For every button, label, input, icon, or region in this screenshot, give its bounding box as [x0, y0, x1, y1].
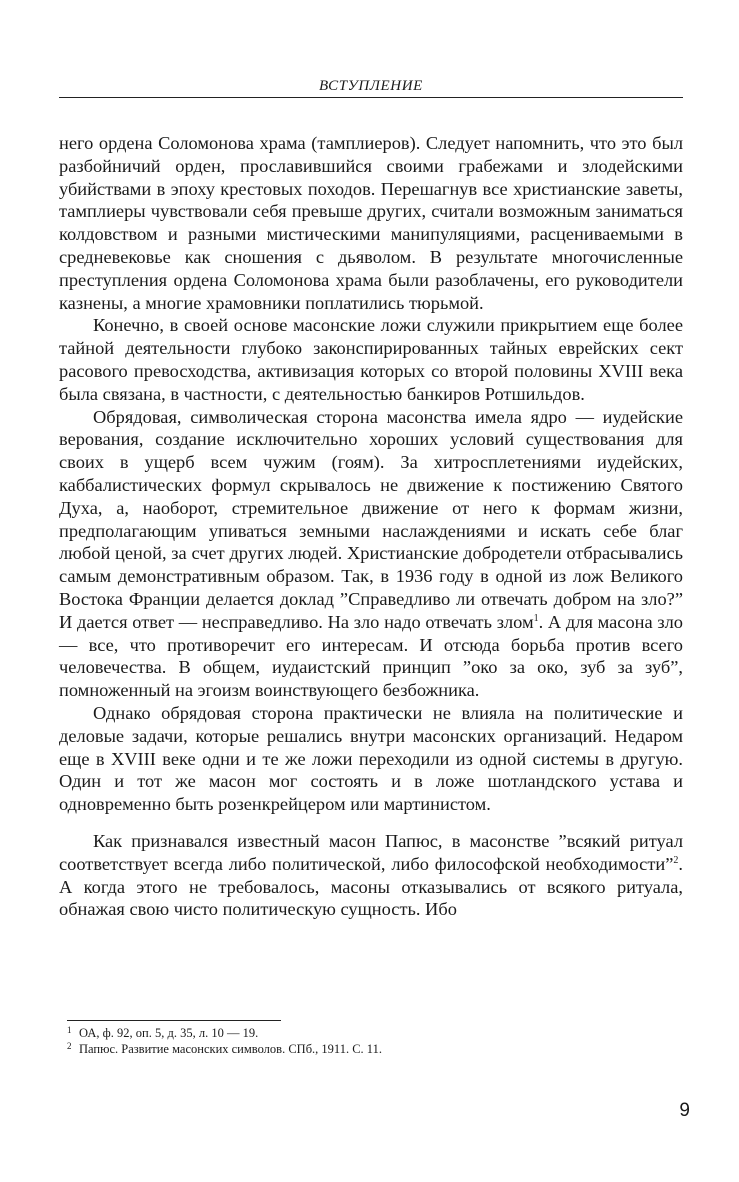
paragraph-1: него ордена Соломонова храма (тамплиеров). Следует напомнить, что это был разбойничий орден, прославившийся своими грабежами и злодейскими убийствами в эпоху крестовых походов. Перешагнув все христианские заветы, тамплиеры чувствовали себя превыше других, считали возможным заниматься колдовством и разными мистическими манипуляциями, расцениваемыми в средневековье как сношения с дьяволом. В результате многочисленные преступления ордена Соломонова храма были разоблачены, его руководители казнены, а многие храмовники поплатились тюрьмой.	[59, 133, 683, 313]
footnote-2	[67, 1041, 667, 1057]
footnote-text-1: ОА, ф. 92, оп. 5, д. 35, л. 10 — 19.	[79, 1026, 259, 1040]
paragraph-2	[59, 314, 683, 405]
running-title: ВСТУПЛЕНИЕ	[319, 78, 423, 94]
footnote-mark-2: 2	[67, 1041, 72, 1051]
body-text	[59, 132, 683, 921]
footnote-1	[67, 1025, 667, 1041]
paragraph-3-text-a: Обрядовая, символическая сторона масонства имела ядро — иудейские верования, создание исключительно хороших условий существования для своих в ущерб всем чужим (гоям). За хитросплетениями иудейских, каббалистических формул скрывалось не движение к постижению Святого Духа, а, наоборот, стремительное движение от него к формам жизни, предполагающим упиваться земными наслаждениями и искать себе благ любой ценой, за счет других людей. Христианские добродетели отбрасывались самым демонстративным образом. Так, в 1936 году в одной из лож Великого Востока Франции делается доклад ”Справедливо ли отвечать добром на зло?” И дается ответ — несправедливо. На зло надо отвечать злом	[59, 406, 683, 632]
paragraph-4: Однако обрядовая сторона практически не влияла на политические и деловые задачи, которые решались внутри масонских организаций. Недаром еще в XVIII веке одни и те же ложи переходили из одной системы в другую. Один и тот же масон мог состоять и в ложе шотландского устава и одновременно быть розенкрейцером или мартинистом.	[59, 702, 683, 815]
paragraph-3	[59, 406, 683, 702]
page-number: 9	[679, 1100, 690, 1121]
paragraph-5	[59, 830, 683, 921]
paragraph-2-text: Конечно, в своей основе масонские ложи служили прикрытием еще более тайной деятельности глубоко законспирированных тайных еврейских сект расового превосходства, активизация которых со второй половины XVIII века была связана, в частности, с деятельностью банкиров Ротшильдов.	[59, 315, 683, 404]
paragraph-5-text-b: . А когда этого не требовалось, масоны отказывались от всякого ритуала, обнажая свою чисто политическую сущность. Ибо	[59, 853, 683, 920]
header-rule	[59, 97, 683, 98]
footnotes	[67, 1025, 667, 1057]
footnote-text-2: Папюс. Развитие масонских символов. СПб., 1911. С. 11.	[79, 1042, 382, 1056]
footnote-ref-1: 1	[533, 612, 539, 624]
paragraph-3-text-b: . А для масона зло — все, что противоречит его интересам. И отсюда борьба против всего человечества. В общем, иудаистский принцип ”око за око, зуб за зуб”, помноженный на эгоизм воинствующего безбожника.	[59, 611, 684, 701]
footnote-mark-1: 1	[67, 1025, 72, 1035]
footnote-rule	[67, 1020, 281, 1021]
footnote-ref-2: 2	[673, 854, 679, 866]
paragraph-5-text-a: Как признавался известный масон Папюс, в масонстве ”всякий ритуал соответствует всегда либо политической, либо философской необходимости”	[59, 830, 683, 874]
